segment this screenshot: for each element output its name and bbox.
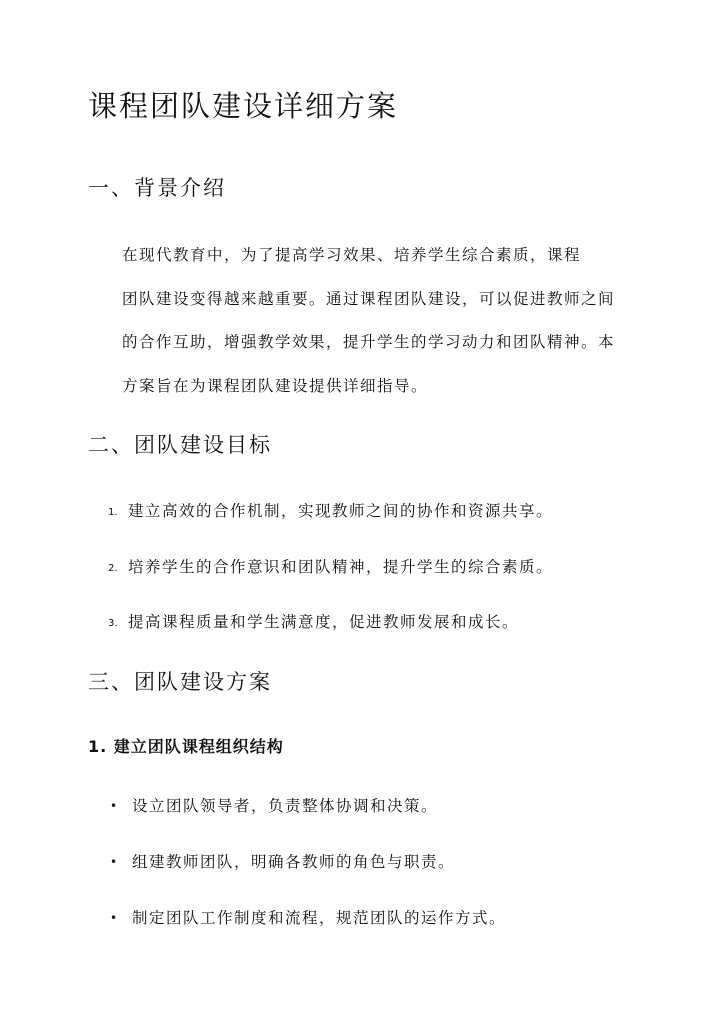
list-item-text: 建立高效的合作机制，实现教师之间的协作和资源共享。 xyxy=(128,502,554,520)
paragraph-line: 团队建设变得越来越重要。通过课程团队建设，可以促进教师之间 xyxy=(122,289,616,308)
goal-list-item xyxy=(88,554,553,580)
bullet-list-item xyxy=(88,793,438,819)
section-heading-goals: 二、团队建设目标 xyxy=(88,433,272,457)
list-number: 1. xyxy=(108,507,118,518)
background-paragraph xyxy=(88,234,632,409)
paragraph-line: 的合作互助，增强教学效果，提升学生的学习动力和团队精神。本 xyxy=(122,333,616,352)
bullet-list-item xyxy=(88,849,455,875)
subsection-heading-structure: 1. 建立团队课程组织结构 xyxy=(88,737,284,756)
list-number: 3. xyxy=(108,618,118,629)
bullet-marker: • xyxy=(110,799,118,813)
list-item-text: 组建教师团队，明确各教师的角色与职责。 xyxy=(132,853,456,871)
section-heading-plan: 三、团队建设方案 xyxy=(88,670,272,694)
bullet-marker: • xyxy=(110,911,118,925)
section-heading-background: 一、背景介绍 xyxy=(88,176,226,200)
list-item-text: 培养学生的合作意识和团队精神，提升学生的综合素质。 xyxy=(128,558,554,576)
document-title: 课程团队建设详细方案 xyxy=(88,89,399,123)
goal-list-item xyxy=(88,498,553,524)
list-item-text: 制定团队工作制度和流程，规范团队的运作方式。 xyxy=(132,909,507,927)
paragraph-line: 在现代教育中，为了提高学习效果、培养学生综合素质，课程 xyxy=(122,246,582,264)
goal-list-item xyxy=(88,609,519,635)
list-item-text: 提高课程质量和学生满意度，促进教师发展和成长。 xyxy=(128,613,520,631)
paragraph-line: 方案旨在为课程团队建设提供详细指导。 xyxy=(122,377,429,396)
bullet-marker: • xyxy=(110,855,118,869)
list-number: 2. xyxy=(108,563,118,574)
list-item-text: 设立团队领导者，负责整体协调和决策。 xyxy=(132,797,439,815)
bullet-list-item xyxy=(88,905,506,931)
